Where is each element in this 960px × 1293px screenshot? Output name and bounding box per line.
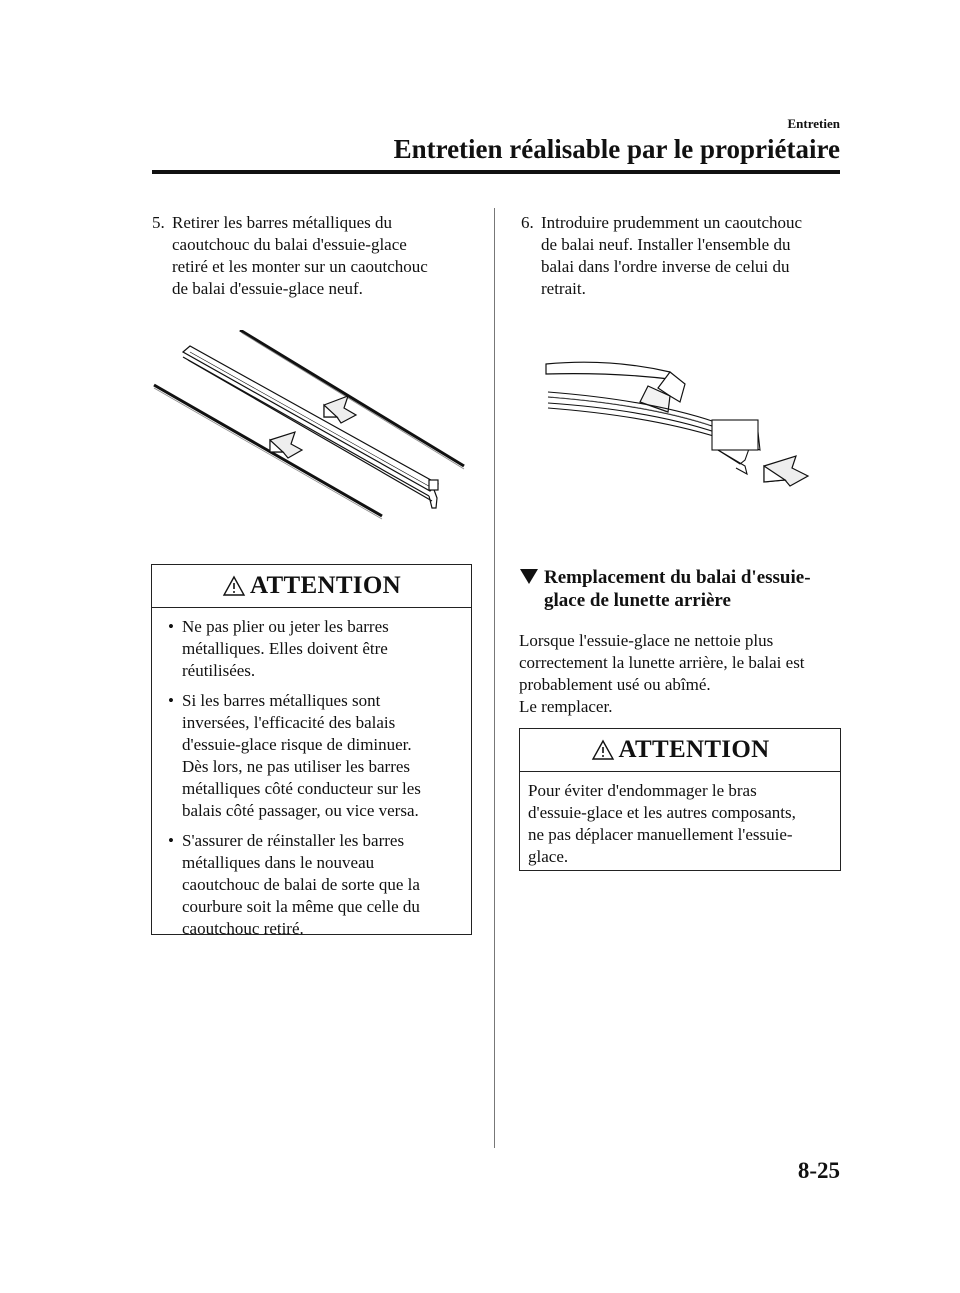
section-label: Entretien xyxy=(787,116,840,131)
bullet-line: S'assurer de réinstaller les barres xyxy=(182,831,405,850)
subheading-line: Remplacement du balai d'essuie- xyxy=(544,567,811,588)
bullet-item xyxy=(162,690,459,822)
bullet-line: Si les barres métalliques sont xyxy=(182,691,381,710)
attention-body xyxy=(520,772,840,876)
bullet-line: métalliques dans le nouveau xyxy=(182,853,375,872)
attention-title: ATTENTION xyxy=(618,736,770,763)
step-line: retrait. xyxy=(541,279,586,298)
bullet-line: Dès lors, ne pas utiliser les barres xyxy=(182,757,411,776)
step-number: 6. xyxy=(521,213,534,232)
paragraph-line: probablement usé ou abîmé. xyxy=(519,675,711,694)
step-number: 5. xyxy=(152,213,165,232)
paragraph-line: Le remplacer. xyxy=(519,697,613,716)
bullet-item xyxy=(162,616,459,682)
step-text xyxy=(521,212,841,300)
step-line: balai dans l'ordre inverse de celui du xyxy=(541,257,790,276)
step-line: retiré et les monter sur un caoutchouc xyxy=(172,257,428,276)
header-rule xyxy=(152,170,840,174)
bullet-line: Ne pas plier ou jeter les barres xyxy=(182,617,389,636)
bullet-line: réutilisées. xyxy=(182,661,256,680)
step-line: de balai neuf. Installer l'ensemble du xyxy=(541,235,791,254)
bullet-line: métalliques. Elles doivent être xyxy=(182,639,388,658)
bullet-line: balais côté passager, ou vice versa. xyxy=(182,801,419,820)
intro-paragraph xyxy=(519,630,849,718)
step-line: Introduire prudemment un caoutchouc xyxy=(541,213,803,232)
bullet-line: métalliques côté conducteur sur les xyxy=(182,779,421,798)
attention-line: glace. xyxy=(528,847,569,866)
warning-triangle-icon xyxy=(591,739,615,761)
attention-box-right xyxy=(519,728,841,871)
bullet-line: courbure soit la même que celle du xyxy=(182,897,420,916)
paragraph-line: correctement la lunette arrière, le balai est xyxy=(519,653,805,672)
step-text xyxy=(152,212,472,300)
section-subheading xyxy=(519,566,849,612)
metal-bars-illustration xyxy=(150,330,475,530)
attention-header xyxy=(152,565,471,608)
paragraph-line: Lorsque l'essuie-glace ne nettoie plus xyxy=(519,631,774,650)
step-6 xyxy=(521,212,841,300)
section-marker-icon xyxy=(519,567,539,585)
bullet-icon: • xyxy=(168,691,174,710)
attention-body xyxy=(152,608,471,948)
attention-line: d'essuie-glace et les autres composants, xyxy=(528,803,796,822)
step-line: caoutchouc du balai d'essuie-glace xyxy=(172,235,407,254)
rear-wiper-blade-illustration xyxy=(540,350,820,500)
bullet-line: d'essuie-glace risque de diminuer. xyxy=(182,735,412,754)
page-number: 8-25 xyxy=(797,1158,840,1183)
bullet-line: caoutchouc de balai de sorte que la xyxy=(182,875,420,894)
bullet-item xyxy=(162,830,459,940)
attention-line: Pour éviter d'endommager le bras xyxy=(528,781,757,800)
bullet-icon: • xyxy=(168,617,174,636)
step-5 xyxy=(152,212,472,300)
arrow-icon xyxy=(764,456,808,486)
attention-line: ne pas déplacer manuellement l'essuie- xyxy=(528,825,793,844)
column-divider xyxy=(494,208,495,1148)
step-line: de balai d'essuie-glace neuf. xyxy=(172,279,363,298)
subheading-line: glace de lunette arrière xyxy=(544,590,731,611)
bullet-line: caoutchouc retiré. xyxy=(182,919,304,938)
step-line: Retirer les barres métalliques du xyxy=(172,213,392,232)
warning-triangle-icon xyxy=(222,575,246,597)
attention-header xyxy=(520,729,840,772)
bullet-icon: • xyxy=(168,831,174,850)
attention-box-left xyxy=(151,564,472,938)
attention-title: ATTENTION xyxy=(250,572,401,599)
bullet-line: inversées, l'efficacité des balais xyxy=(182,713,396,732)
page-title: Entretien réalisable par le propriétaire xyxy=(393,134,840,164)
